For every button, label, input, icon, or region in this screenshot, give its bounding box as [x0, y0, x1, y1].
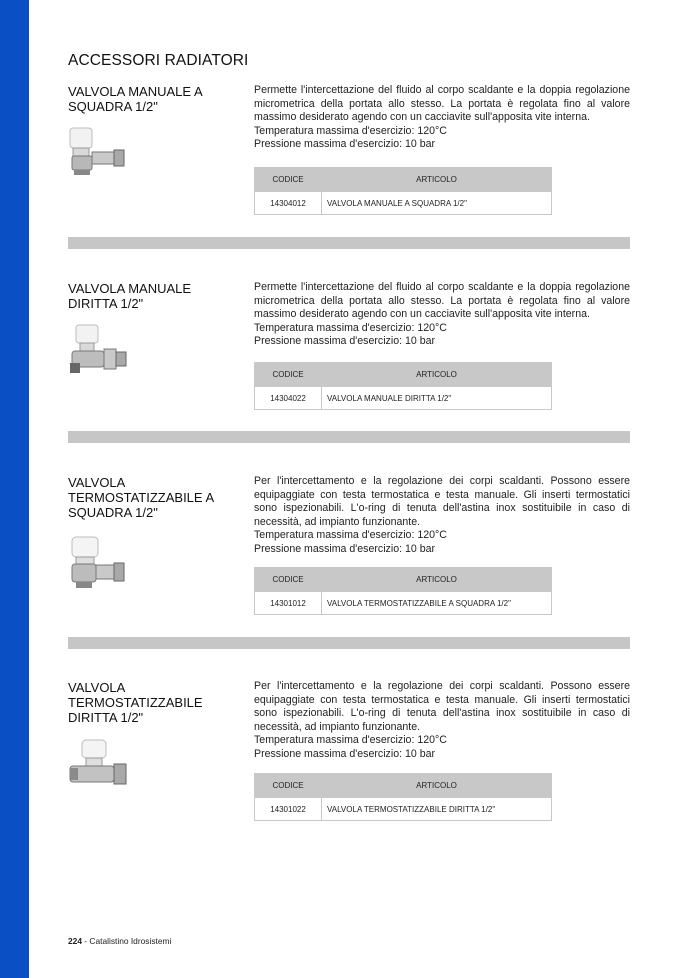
section-divider — [68, 431, 630, 443]
product-article: VALVOLA MANUALE DIRITTA 1/2" — [322, 387, 552, 410]
product-title: VALVOLA TERMOSTATIZZABILE DIRITTA 1/2" — [68, 680, 203, 725]
angle-valve-thermostatic-icon — [68, 535, 128, 589]
blue-side-band — [0, 0, 29, 978]
article-column-header: ARTICOLO — [322, 774, 552, 798]
straight-valve-thermostatic-icon — [68, 738, 128, 792]
page-title: ACCESSORI RADIATORI — [68, 52, 249, 69]
product-title: VALVOLA TERMOSTATIZZABILE A SQUADRA 1/2" — [68, 475, 214, 520]
table-row — [255, 798, 552, 821]
product-code: 14304012 — [255, 192, 322, 215]
article-column-header: ARTICOLO — [322, 363, 552, 387]
product-code: 14301022 — [255, 798, 322, 821]
section-divider — [68, 237, 630, 249]
table-row — [255, 387, 552, 410]
page-number: 224 — [68, 936, 82, 946]
product-article: VALVOLA MANUALE A SQUADRA 1/2" — [322, 192, 552, 215]
product-code: 14301012 — [255, 592, 322, 615]
product-description: Permette l'intercettazione del fluido al corpo scaldante e la doppia regolazione micrometrica della portata allo stesso. La portata è regolata fino al valore massimo desiderato agendo con un cacciavite sull'apposita vite interna. Temperatura massima d'esercizio: 120°C Pressione massima d'esercizio: 10 bar — [254, 281, 630, 348]
article-column-header: ARTICOLO — [322, 568, 552, 592]
product-description: Per l'intercettamento e la regolazione dei corpi scaldanti. Possono essere equipaggiate con testa termostatica e testa manuale. Gli inserti termostatici sono ispezionabili. L'o-ring di tenuta dell'astina inox sostituibile in caso di necessità, ad impianto funzionante. Temperatura massima d'esercizio: 120°C Pressione massima d'esercizio: 10 bar — [254, 475, 630, 555]
product-title: VALVOLA MANUALE A SQUADRA 1/2" — [68, 84, 202, 114]
product-article: VALVOLA TERMOSTATIZZABILE A SQUADRA 1/2" — [322, 592, 552, 615]
product-article: VALVOLA TERMOSTATIZZABILE DIRITTA 1/2" — [322, 798, 552, 821]
product-code-table — [254, 773, 552, 821]
product-description: Per l'intercettamento e la regolazione dei corpi scaldanti. Possono essere equipaggiate con testa termostatica e testa manuale. Gli inserti termostatici sono ispezionabili. L'o-ring di tenuta dell'astina inox sostituibile in caso di necessità, ad impianto funzionante. Temperatura massima d'esercizio: 120°C Pressione massima d'esercizio: 10 bar — [254, 680, 630, 760]
product-code: 14304022 — [255, 387, 322, 410]
product-code-table — [254, 567, 552, 615]
page-footer — [68, 936, 171, 946]
product-description: Permette l'intercettazione del fluido al corpo scaldante e la doppia regolazione micrometrica della portata allo stesso. La portata è regolata fino al valore massimo desiderato agendo con un cacciavite sull'apposita vite interna. Temperatura massima d'esercizio: 120°C Pressione massima d'esercizio: 10 bar — [254, 84, 630, 151]
straight-valve-manual-icon — [68, 323, 128, 377]
code-column-header: CODICE — [255, 168, 322, 192]
article-column-header: ARTICOLO — [322, 168, 552, 192]
code-column-header: CODICE — [255, 568, 322, 592]
product-code-table — [254, 362, 552, 410]
code-column-header: CODICE — [255, 363, 322, 387]
product-title: VALVOLA MANUALE DIRITTA 1/2" — [68, 281, 192, 311]
angle-valve-manual-icon — [68, 122, 128, 176]
table-row — [255, 592, 552, 615]
section-divider — [68, 637, 630, 649]
footer-text: - Catalistino Idrosistemi — [81, 936, 172, 946]
code-column-header: CODICE — [255, 774, 322, 798]
product-code-table — [254, 167, 552, 215]
table-row — [255, 192, 552, 215]
